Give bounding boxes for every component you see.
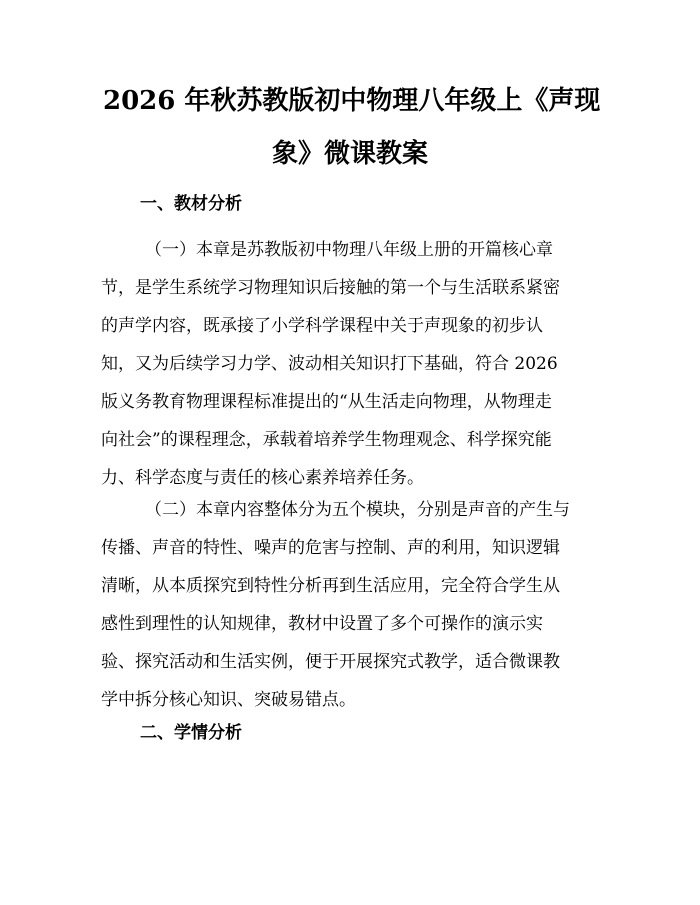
title-line: 2026 年秋苏教版初中物理八年级上《声现 bbox=[103, 86, 601, 116]
paragraph-2 bbox=[101, 491, 601, 719]
title-line: 象》微课教案 bbox=[271, 139, 428, 169]
paragraph-line: （一）本章是苏教版初中物理八年级上册的开篇核心章 bbox=[145, 240, 553, 260]
paragraph-line: 感性到理性的认知规律，教材中设置了多个可操作的演示实 bbox=[101, 614, 543, 634]
paragraph-line: （二）本章内容整体分为五个模块，分别是声音的产生与 bbox=[145, 500, 570, 520]
paragraph-line: 版义务教育物理课程标准提出的“从生活走向物理，从物理走 bbox=[101, 392, 552, 412]
paragraph-line: 清晰，从本质探究到特性分析再到生活应用，完全符合学生从 bbox=[101, 576, 560, 596]
section-heading-student-analysis: 二、学情分析 bbox=[140, 723, 242, 743]
document-title bbox=[103, 75, 601, 181]
paragraph-line: 节，是学生系统学习物理知识后接触的第一个与生活联系紧密 bbox=[101, 278, 560, 298]
paragraph-line: 学中拆分核心知识、突破易错点。 bbox=[101, 690, 356, 710]
paragraph-line: 的声学内容，既承接了小学科学课程中关于声现象的初步认 bbox=[101, 316, 543, 336]
paragraph-line: 知，又为后续学习力学、波动相关知识打下基础，符合 2026 bbox=[101, 354, 558, 374]
paragraph-line: 传播、声音的特性、噪声的危害与控制、声的利用，知识逻辑 bbox=[101, 538, 560, 558]
paragraph-line: 力、科学态度与责任的核心素养培养任务。 bbox=[101, 468, 424, 488]
paragraph-line: 验、探究活动和生活实例，便于开展探究式教学，适合微课教 bbox=[101, 652, 560, 672]
paragraph-1 bbox=[101, 231, 601, 497]
section-heading-textbook-analysis: 一、教材分析 bbox=[140, 194, 242, 214]
paragraph-line: 向社会”的课程理念，承载着培养学生物理观念、科学探究能 bbox=[101, 430, 552, 450]
